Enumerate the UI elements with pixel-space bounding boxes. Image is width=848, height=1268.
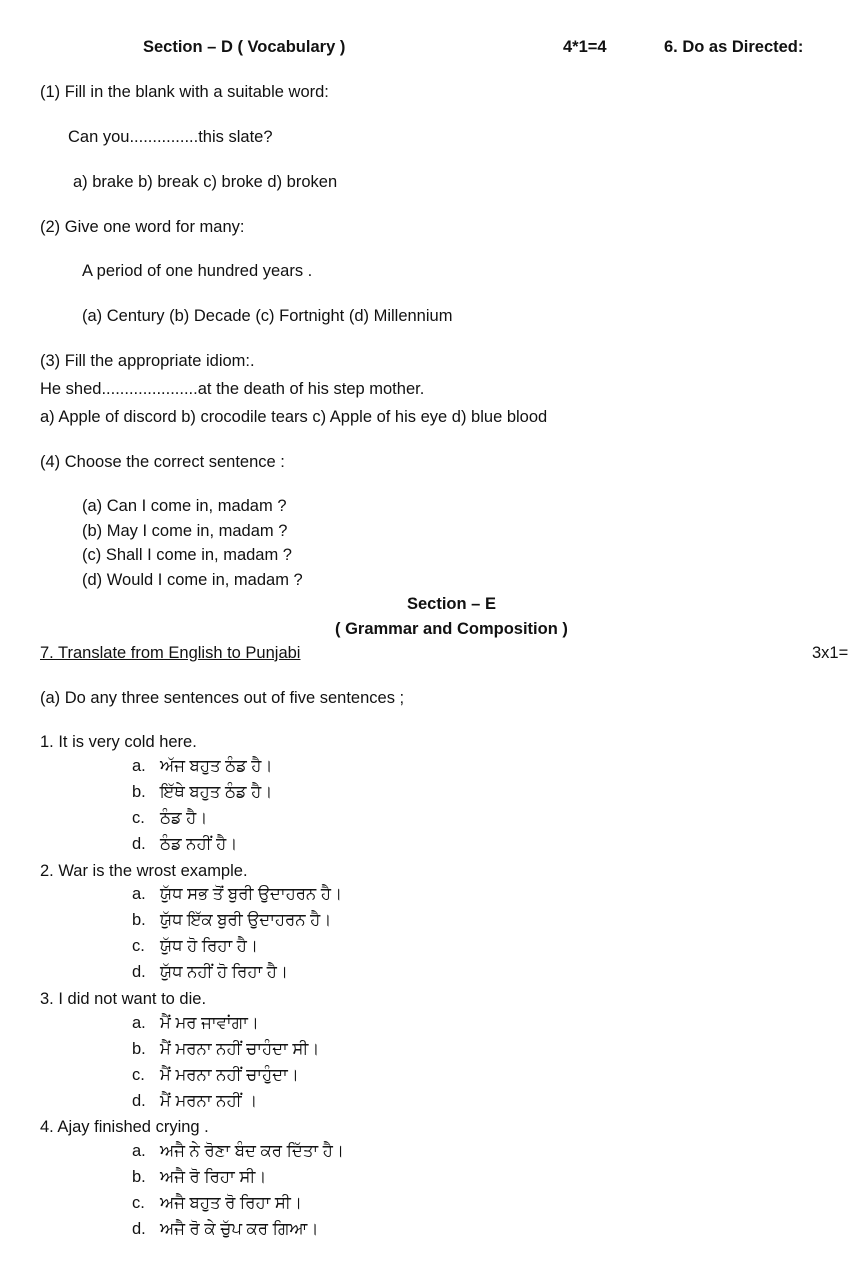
- section-d-title: Section – D ( Vocabulary ): [143, 38, 346, 56]
- translation-3-sentence: 3. I did not want to die.: [40, 990, 207, 1008]
- translation-2-option-a: a. ਯੁੱਧ ਸਭ ਤੋਂ ਬੁਰੀ ਉਦਾਹਰਨ ਹੈ।: [132, 885, 343, 903]
- q7-marks: 3x1=: [812, 644, 848, 662]
- q1-options: a) brake b) break c) broke d) broken: [73, 173, 338, 191]
- translation-1-sentence: 1. It is very cold here.: [40, 733, 197, 751]
- question-6-title: 6. Do as Directed:: [664, 38, 804, 56]
- section-e-subtitle: ( Grammar and Composition ): [335, 620, 568, 638]
- translation-2-option-c: c. ਯੁੱਧ ਹੋ ਰਿਹਾ ਹੈ।: [132, 937, 259, 955]
- q4-option-b: (b) May I come in, madam ?: [82, 522, 288, 540]
- q4-prompt: (4) Choose the correct sentence :: [40, 453, 285, 471]
- q4-option-c: (c) Shall I come in, madam ?: [82, 546, 292, 564]
- q7-title: 7. Translate from English to Punjabi: [40, 644, 301, 662]
- q2-prompt: (2) Give one word for many:: [40, 218, 245, 236]
- translation-3-option-c: c. ਮੈਂ ਮਰਨਾ ਨਹੀਂ ਚਾਹੁੰਦਾ।: [132, 1066, 299, 1084]
- translation-4-sentence: 4. Ajay finished crying .: [40, 1118, 209, 1136]
- translation-3-option-d: d. ਮੈਂ ਮਰਨਾ ਨਹੀਂ ।: [132, 1092, 258, 1110]
- section-e-title: Section – E: [407, 595, 496, 613]
- q4-option-a: (a) Can I come in, madam ?: [82, 497, 287, 515]
- translation-2-option-b: b. ਯੁੱਧ ਇੱਕ ਬੁਰੀ ਉਦਾਹਰਨ ਹੈ।: [132, 911, 332, 929]
- q3-prompt: (3) Fill the appropriate idiom:.: [40, 352, 255, 370]
- translation-4-option-b: b. ਅਜੈ ਰੋ ਰਿਹਾ ਸੀ।: [132, 1168, 267, 1186]
- q2-options: (a) Century (b) Decade (c) Fortnight (d) Millennium: [82, 307, 453, 325]
- q1-sentence: Can you...............this slate?: [68, 128, 273, 146]
- translation-2-sentence: 2. War is the wrost example.: [40, 862, 248, 880]
- translation-1-option-d: d. ਠੰਡ ਨਹੀਂ ਹੈ।: [132, 835, 238, 853]
- translation-4-option-d: d. ਅਜੈ ਰੋ ਕੇ ਚੁੱਪ ਕਰ ਗਿਆ।: [132, 1220, 319, 1238]
- translation-1-option-b: b. ਇੱਥੇ ਬਹੁਤ ਠੰਡ ਹੈ।: [132, 783, 273, 801]
- q7-instruction: (a) Do any three sentences out of five sentences ;: [40, 689, 405, 707]
- q4-option-d: (d) Would I come in, madam ?: [82, 571, 303, 589]
- q3-sentence: He shed.....................at the death of his step mother.: [40, 380, 425, 398]
- translation-1-option-a: a. ਅੱਜ ਬਹੁਤ ਠੰਡ ਹੈ।: [132, 757, 273, 775]
- translation-3-option-a: a. ਮੈਂ ਮਰ ਜਾਵਾਂਗਾ।: [132, 1014, 259, 1032]
- translation-3-option-b: b. ਮੈਂ ਮਰਨਾ ਨਹੀਂ ਚਾਹੰਦਾ ਸੀ।: [132, 1040, 320, 1058]
- section-d-marks: 4*1=4: [563, 38, 607, 56]
- q2-sentence: A period of one hundred years .: [82, 262, 313, 280]
- translation-2-option-d: d. ਯੁੱਧ ਨਹੀਂ ਹੋ ਰਿਹਾ ਹੈ।: [132, 963, 289, 981]
- translation-4-option-c: c. ਅਜੈ ਬਹੁਤ ਰੋ ਰਿਹਾ ਸੀ।: [132, 1194, 302, 1212]
- q3-options: a) Apple of discord b) crocodile tears c) Apple of his eye d) blue blood: [40, 408, 548, 426]
- translation-4-option-a: a. ਅਜੈ ਨੇ ਰੋਣਾ ਬੰਦ ਕਰ ਦਿੱਤਾ ਹੈ।: [132, 1142, 344, 1160]
- q1-prompt: (1) Fill in the blank with a suitable word:: [40, 83, 329, 101]
- translation-1-option-c: c. ਠੰਡ ਹੈ।: [132, 809, 208, 827]
